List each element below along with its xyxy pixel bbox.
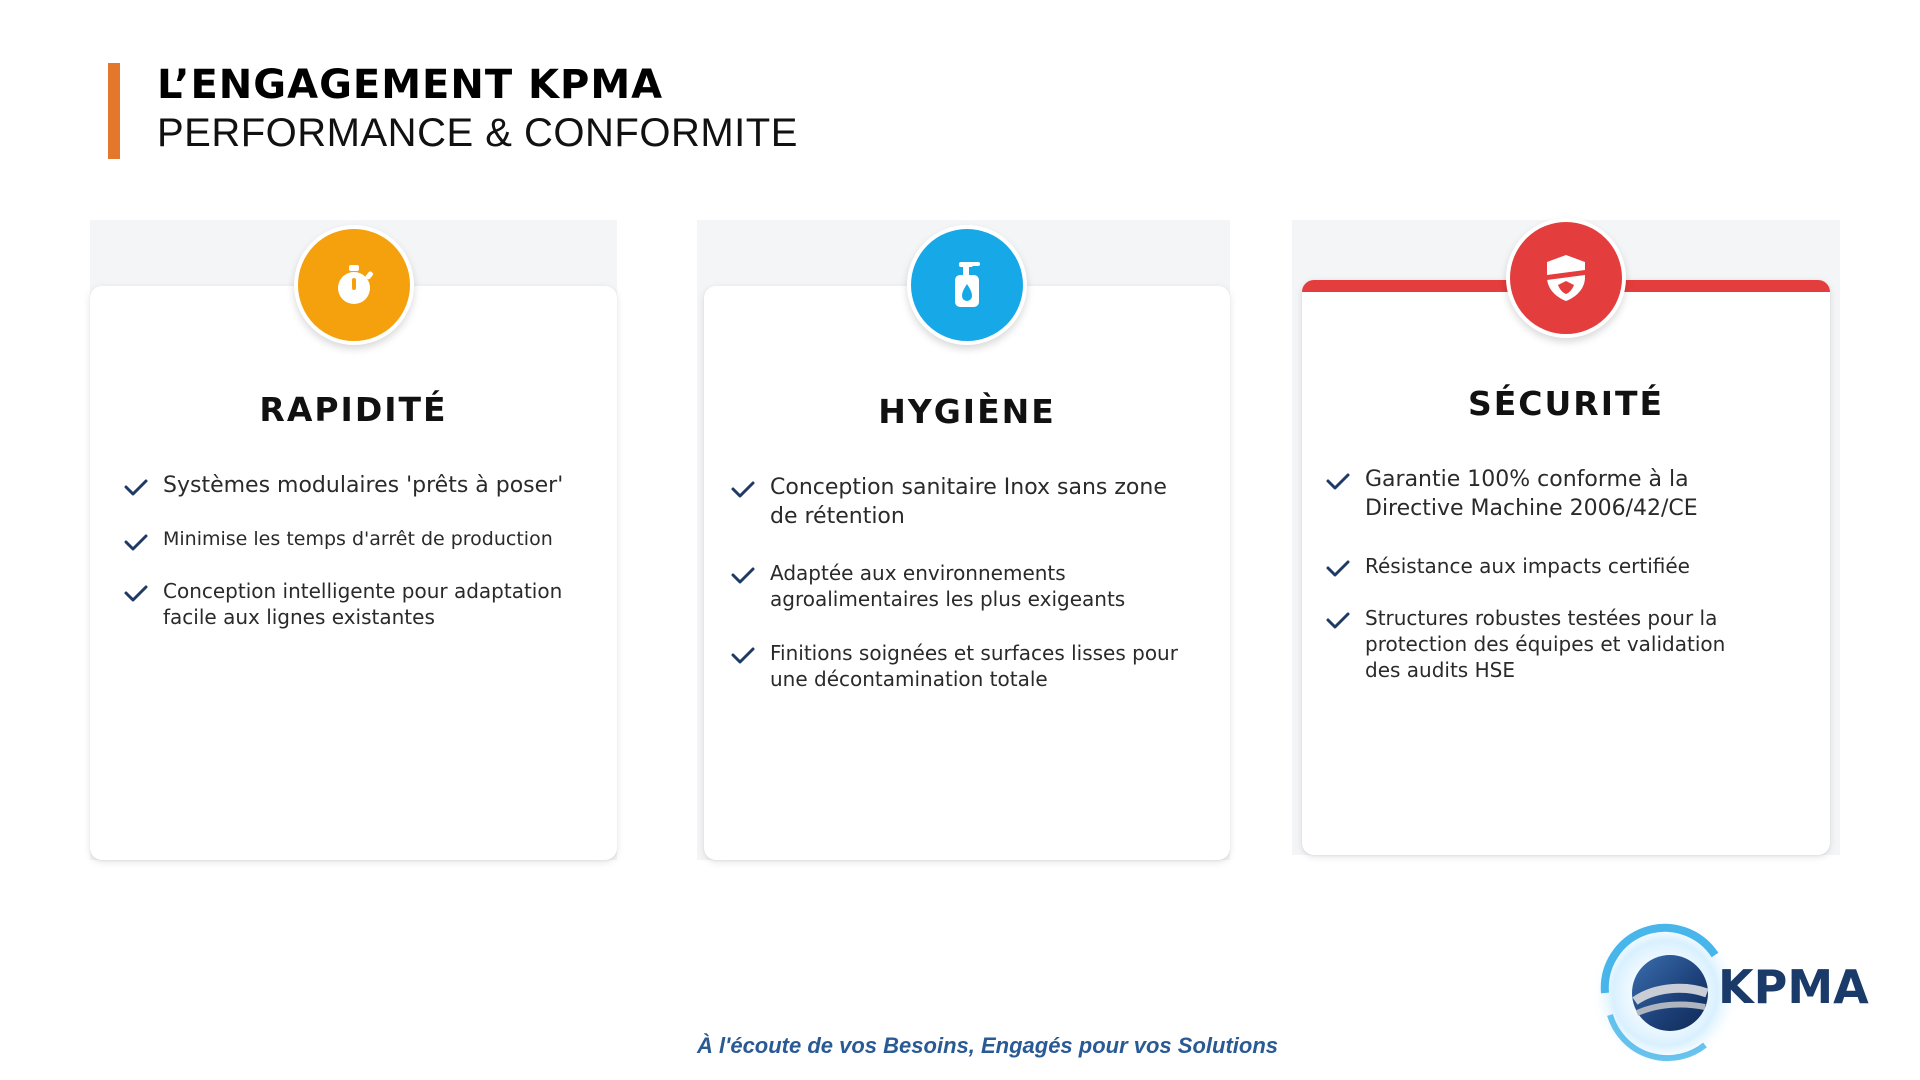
check-icon — [729, 644, 757, 666]
list-item — [697, 560, 1230, 612]
card-hygiene — [697, 220, 1230, 860]
card-rapidite — [90, 220, 617, 860]
card-title: SÉCURITÉ — [1467, 384, 1665, 423]
check-icon — [122, 476, 150, 498]
list-item — [697, 640, 1230, 692]
shield-icon — [1506, 218, 1626, 338]
card-title: RAPIDITÉ — [259, 390, 448, 429]
card-securite — [1292, 220, 1840, 855]
tagline: À l'écoute de vos Besoins, Engagés pour vos Solutions — [696, 1033, 1278, 1058]
list-item — [1292, 553, 1840, 579]
feature-text: Garantie 100% conforme à la Directive Machine 2006/42/CE — [1365, 467, 1698, 521]
logo-text: KPMA — [1718, 960, 1869, 1014]
feature-text: Conception intelligente pour adaptation facile aux lignes existantes — [163, 579, 563, 629]
check-icon — [729, 478, 757, 500]
feature-text: Finitions soignées et surfaces lisses pour une décontamination totale — [770, 641, 1178, 691]
list-item — [90, 527, 617, 553]
feature-text: Résistance aux impacts certifiée — [1365, 554, 1690, 578]
soap-dispenser-icon — [907, 225, 1027, 345]
card-body — [90, 286, 617, 860]
check-icon — [1324, 557, 1352, 579]
feature-text: Structures robustes testées pour la protection des équipes et validation des audits HSE — [1365, 606, 1726, 682]
check-icon — [122, 582, 150, 604]
check-icon — [122, 531, 150, 553]
feature-text: Adaptée aux environnements agroalimentaires les plus exigeants — [770, 561, 1126, 611]
title-accent-bar — [108, 63, 120, 159]
feature-text: Systèmes modulaires 'prêts à poser' — [163, 473, 564, 498]
check-icon — [1324, 470, 1352, 492]
feature-text: Conception sanitaire Inox sans zone de rétention — [770, 475, 1167, 529]
stopwatch-icon — [294, 225, 414, 345]
card-title: HYGIÈNE — [878, 392, 1056, 431]
list-item — [90, 472, 617, 501]
check-icon — [729, 564, 757, 586]
list-item — [1292, 605, 1840, 683]
check-icon — [1324, 609, 1352, 631]
page-title: L’ENGAGEMENT KPMA — [157, 62, 664, 108]
list-item — [1292, 466, 1840, 523]
list-item — [697, 474, 1230, 531]
feature-text: Minimise les temps d'arrêt de production — [163, 528, 553, 550]
page-subtitle: PERFORMANCE & CONFORMITE — [157, 111, 798, 155]
list-item — [90, 578, 617, 630]
